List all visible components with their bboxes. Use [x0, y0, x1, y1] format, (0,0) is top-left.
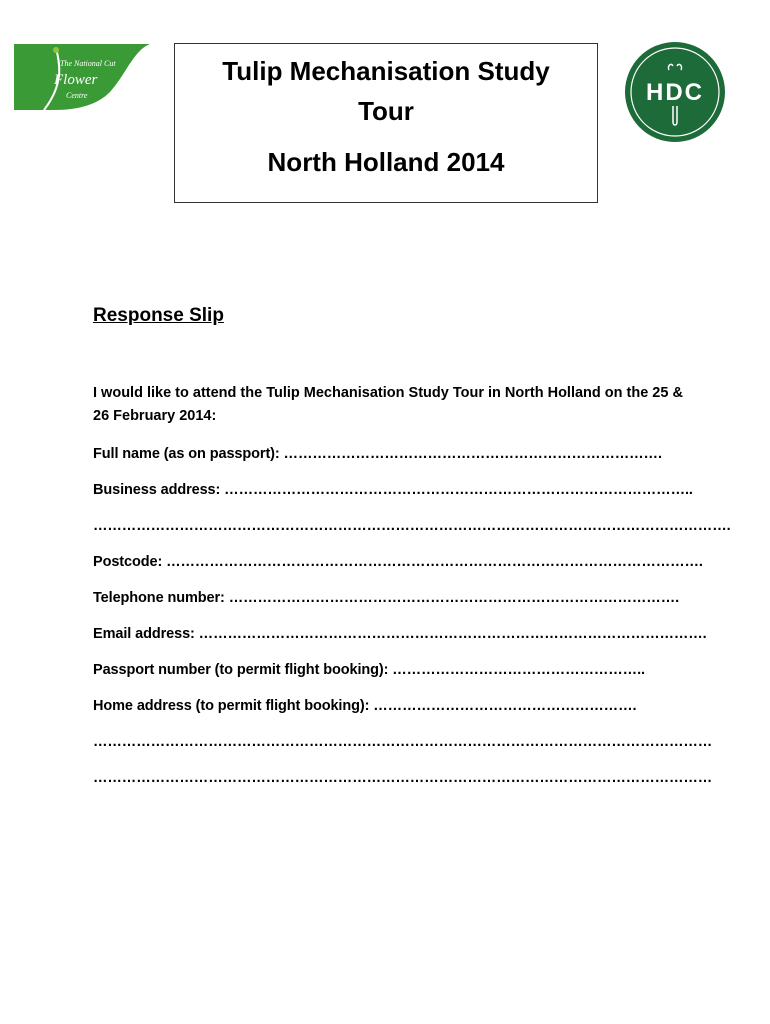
title-line1: Tulip Mechanisation Study [222, 56, 550, 86]
home-address-continuation-field-2[interactable]: ………………………………………………………………………………………………………………… [93, 770, 713, 786]
passport-number-field[interactable]: Passport number (to permit flight booking): …………………………………………….. [93, 662, 645, 678]
intro-text: I would like to attend the Tulip Mechanisation Study Tour in North Holland on the 25 & 26 February 2014: [93, 385, 683, 424]
home-address-field[interactable]: Home address (to permit flight booking): ………………………………………………. [93, 698, 637, 714]
response-slip-heading: Response Slip [93, 305, 224, 326]
logo-text-line3: Centre [66, 91, 88, 100]
logo-text-line1: The National Cut [60, 59, 116, 68]
home-address-continuation-field-1[interactable]: ………………………………………………………………………………………………………………… [93, 734, 713, 750]
logo-text-line2: Flower [54, 72, 98, 88]
full-name-field[interactable]: Full name (as on passport): ……………………………………………………………………. [93, 446, 662, 462]
telephone-number-field[interactable]: Telephone number: …………………………………………………………………………………. [93, 590, 680, 606]
title-line3: North Holland 2014 [267, 147, 505, 177]
business-address-continuation-field[interactable]: ……………………………………………………………………………………………………………………. [93, 518, 731, 534]
hdc-logo [623, 40, 727, 144]
title-box [174, 43, 598, 203]
hdc-logo-text: HDC [646, 79, 704, 106]
email-address-field[interactable]: Email address: ……………………………………………………………………………………………. [93, 626, 707, 642]
national-cut-flower-centre-logo [14, 44, 150, 110]
business-address-field[interactable]: Business address: …………………………………………………………………………………….. [93, 482, 693, 498]
title-line2: Tour [358, 96, 414, 126]
postcode-field[interactable]: Postcode: …………………………………………………………………………………………………. [93, 554, 703, 570]
